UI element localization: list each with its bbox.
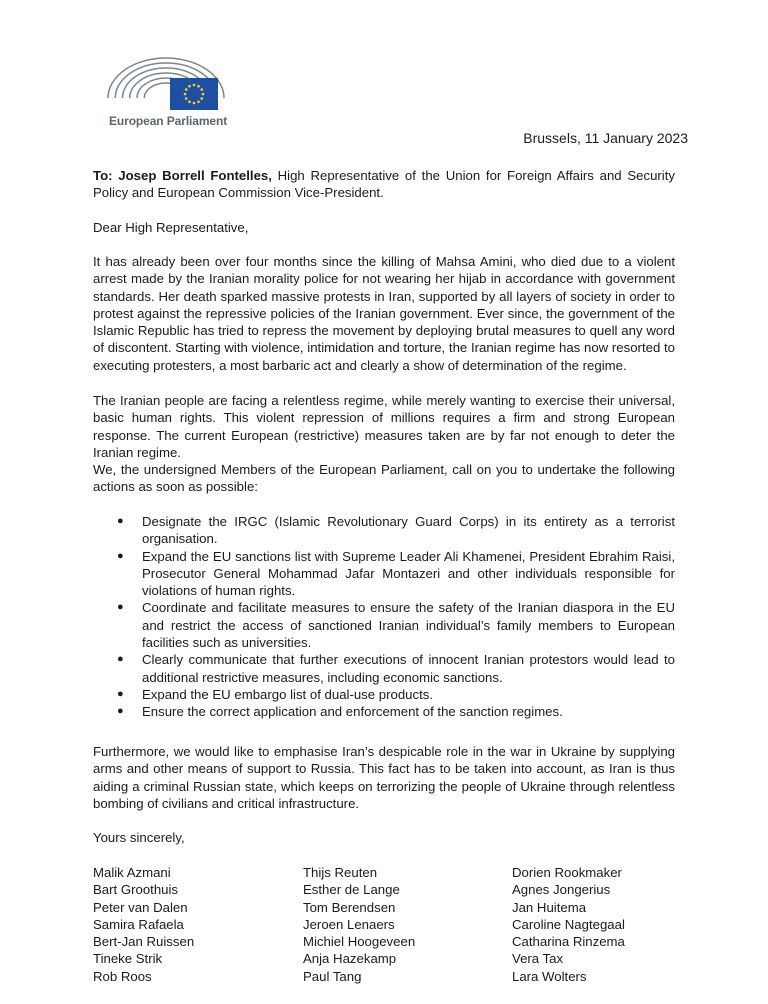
list-item-text: Clearly communicate that further executions of innocent Iranian protestors would lead to additional restrictive measures, including economic sanctions.: [142, 652, 675, 685]
eu-star-icon: [185, 97, 188, 100]
letter-date: Brussels, 11 January 2023: [523, 130, 688, 146]
signatory-name: Catharina Rinzema: [512, 934, 625, 950]
recipient-line: [93, 167, 675, 202]
recipient-label: To:: [93, 168, 113, 183]
recipient-title: High Representative of the Union for Foreign Affairs and Security Policy and European Commission Vice-President.: [93, 168, 675, 201]
eu-star-icon: [197, 100, 200, 103]
hemicycle-flag-emblem: [104, 54, 228, 112]
eu-star-icon: [185, 88, 188, 91]
signatory-name: Peter van Dalen: [93, 899, 188, 915]
bullet-icon: ●: [117, 687, 124, 700]
signatory-column: [93, 864, 194, 985]
list-item-text: Coordinate and facilitate measures to ensure the safety of the Iranian diaspora in the EU and restrict the access of sanctioned Iranian individual’s family members to European facilities such as universities.: [142, 600, 675, 651]
list-item-text: Designate the IRGC (Islamic Revolutionary Guard Corps) in its entirety as a terrorist organisation.: [142, 514, 675, 547]
signatory-column: [512, 864, 625, 985]
signatory-name: Tom Berendsen: [303, 899, 396, 915]
eu-star-icon: [193, 84, 196, 87]
list-item: [93, 513, 675, 548]
bullet-icon: ●: [117, 601, 124, 614]
bullet-icon: ●: [117, 515, 124, 527]
eu-star-icon: [202, 93, 205, 96]
signatory-name: Anja Hazekamp: [303, 951, 397, 967]
eu-star-icon: [188, 85, 191, 88]
signatory-name: Malik Azmani: [93, 865, 171, 880]
signatory-name: Tineke Strik: [93, 951, 163, 967]
actions-list: [93, 513, 675, 721]
list-item: [93, 599, 675, 651]
signatory-name: Caroline Nagtegaal: [512, 916, 625, 932]
eu-star-icon: [200, 97, 203, 100]
list-item-text: Expand the EU embargo list of dual-use products.: [142, 686, 434, 702]
closing: Yours sincerely,: [93, 830, 185, 845]
signatory-name: Lara Wolters: [512, 968, 587, 984]
signatory-name: Jan Huitema: [512, 899, 587, 915]
list-item: [93, 651, 675, 686]
closing-paragraph: Furthermore, we would like to emphasise Iran’s despicable role in the war in Ukraine by supplying arms and other means of support to Russia. This fact has to be taken into account, as Iran is thus aiding a criminal Russian state, which keeps on terrorizing the people of Ukraine through relentless bombing of civilians and critical infrastructure.: [93, 744, 675, 811]
list-item: [93, 548, 675, 600]
logo-name: European Parliament: [109, 114, 228, 128]
signatory-name: Esther de Lange: [303, 882, 400, 898]
signatory-name: Samira Rafaela: [93, 916, 184, 932]
eu-star-icon: [197, 85, 200, 88]
signatory-name: Vera Tax: [512, 951, 564, 967]
eu-star-icon: [193, 102, 196, 105]
bullet-icon: ●: [117, 653, 124, 666]
paragraph: We, the undersigned Members of the European Parliament, call on you to undertake the following actions as soon as possible:: [93, 462, 675, 495]
list-item: [93, 686, 675, 703]
signatory-name: Bart Groothuis: [93, 882, 179, 898]
paragraph: It has already been over four months since the killing of Mahsa Amini, who died due to a violent arrest made by the Iranian morality police for not wearing her hijab in accordance with government standards. Her death sparked massive protests in Iran, supported by all layers of society in order to protest against the repressive policies of the Iranian government. Ever since, the government of the Islamic Republic has tried to repress the movement by deploying brutal measures to quell any word of discontent. Starting with violence, intimidation and torture, the Iranian regime has now resorted to executing protesters, a most barbaric act and clearly a show of determination of the regime.: [93, 254, 675, 373]
list-item-text: Ensure the correct application and enforcement of the sanction regimes.: [142, 704, 563, 720]
signatory-name: Paul Tang: [303, 968, 362, 984]
signatory-name: Thijs Reuten: [303, 865, 378, 880]
signatory-column: [303, 864, 415, 985]
paragraph: The Iranian people are facing a relentless regime, while merely wanting to exercise their universal, basic human rights. This violent repression of millions requires a firm and strong European response. The current European (restrictive) measures taken are by far not enough to deter the Iranian regime.: [93, 393, 675, 460]
eu-star-icon: [200, 88, 203, 91]
european-parliament-logo: [104, 54, 228, 130]
signatory-name: Dorien Rookmaker: [512, 865, 622, 880]
list-item: [93, 703, 675, 720]
signatory-name: Bert-Jan Ruissen: [93, 934, 195, 950]
signatory-name: Rob Roos: [93, 968, 152, 984]
eu-flag: [170, 78, 218, 110]
eu-star-icon: [184, 93, 187, 96]
bullet-icon: ●: [117, 549, 124, 562]
salutation: Dear High Representative,: [93, 220, 249, 235]
eu-star-icon: [188, 100, 191, 103]
list-item-text: Expand the EU sanctions list with Supreme Leader Ali Khamenei, President Ebrahim Raisi, Prosecutor General Mohammad Jafar Montazeri and other individuals responsible for violations of human rights.: [142, 548, 675, 599]
signatory-name: Jeroen Lenaers: [303, 916, 395, 932]
bullet-icon: ●: [117, 705, 124, 718]
signatory-name: Agnes Jongerius: [512, 882, 611, 898]
recipient-name: Josep Borrell Fontelles,: [118, 168, 272, 183]
signatory-name: Michiel Hoogeveen: [303, 934, 416, 950]
